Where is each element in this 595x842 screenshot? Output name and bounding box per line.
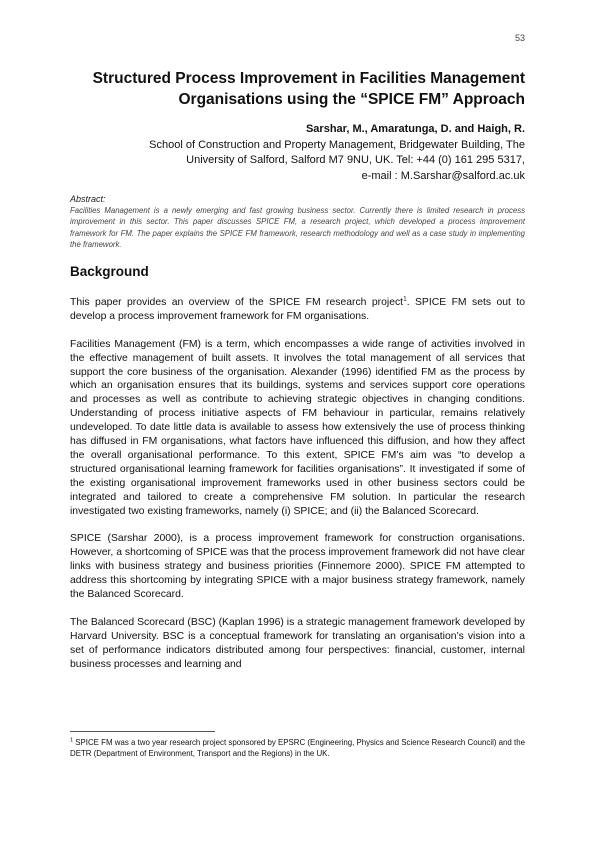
affiliation-line-1: School of Construction and Property Management, Bridgewater Building, The bbox=[149, 138, 525, 151]
page-number: 53 bbox=[514, 33, 525, 43]
footnote-reference: 1 bbox=[403, 295, 407, 303]
footnote-text: SPICE FM was a two year research project sponsored by EPSRC (Engineering, Physics and Science Research Council) and the DETR (Department of Environment, Transport and the Regions) in the UK. bbox=[70, 738, 525, 759]
author-block bbox=[70, 122, 525, 184]
abstract-text: Facilities Management is a newly emerging and fast growing business sector. Currently there is limited research in process improvement in this sector. This paper discusses SPICE FM, a research project, which developed a process improvement framework for FM. The paper explains the SPICE FM framework, research methodology and well as a case study in implementing the framework. bbox=[70, 206, 525, 250]
paper-title bbox=[70, 68, 525, 110]
affiliation-line-2: University of Salford, Salford M7 9NU, UK. Tel: +44 (0) 161 295 5317, bbox=[186, 154, 525, 166]
author-names: Sarshar, M., Amaratunga, D. and Haigh, R. bbox=[305, 123, 525, 135]
title-line-2: Organisations using the “SPICE FM” Approach bbox=[178, 91, 525, 108]
paragraph-3: SPICE (Sarshar 2000), is a process improvement framework for construction organisations. However, a shortcoming of SPICE was that the process improvement framework did not have clear links with business strategy and business priorities (Finnemore 2000). SPICE FM attempted to address this shortcoming by integrating SPICE with a major business strategy framework, namely the Balanced Scorecard. bbox=[70, 533, 525, 600]
body-text bbox=[70, 296, 525, 685]
paragraph-4: The Balanced Scorecard (BSC) (Kaplan 1996) is a strategic management framework developed by Harvard University. BSC is a conceptual framework for translating an organisation’s vision into a set of performance indicators distributed among four perspectives: financial, customer, internal business processes and learning and bbox=[70, 616, 525, 670]
abstract bbox=[70, 194, 525, 251]
title-line-1: Structured Process Improvement in Facilities Management bbox=[92, 70, 525, 87]
paragraph-1 bbox=[70, 296, 525, 324]
footnote-divider bbox=[70, 731, 215, 732]
paragraph-2: Facilities Management (FM) is a term, which encompasses a wide range of activities involved in the effective management of built assets. It involves the total management of all services that support the core business of the organisation. Alexander (1996) identified FM as the process by which an organisation ensures that its buildings, systems and services support core operations and processes as well as contribute to achieving strategic objectives in changing conditions. Understanding of process initiative aspects of FM behaviour in particular, remains relatively undeveloped. To date little data is available to assess how extensively the use of process thinking has diffused in FM organisations, what factors have influenced this diffusion, and how they affect the overall organisational performance. To this extent, SPICE FM’s aim was “to develop a structured organisational learning framework for facilities organisations”. It investigated if some of the existing organisational improvement frameworks used in other business sectors could be integrated and tailored to create a comprehensive FM solution. In particular the research investigated two existing frameworks, namely (i) SPICE; and (ii) the Balanced Scorecard. bbox=[70, 338, 525, 517]
paragraph-1-start: This paper provides an overview of the SPICE FM research project bbox=[70, 297, 404, 308]
paragraph-1-end: . SPICE FM sets out to develop a process improvement framework for FM organisations. bbox=[70, 297, 525, 322]
affiliation-line-3: e-mail : M.Sarshar@salford.ac.uk bbox=[361, 169, 525, 182]
footnote bbox=[70, 737, 525, 760]
section-heading-background: Background bbox=[70, 264, 149, 279]
abstract-label: Abstract: bbox=[70, 194, 106, 204]
footnote-mark: 1 bbox=[70, 737, 74, 744]
